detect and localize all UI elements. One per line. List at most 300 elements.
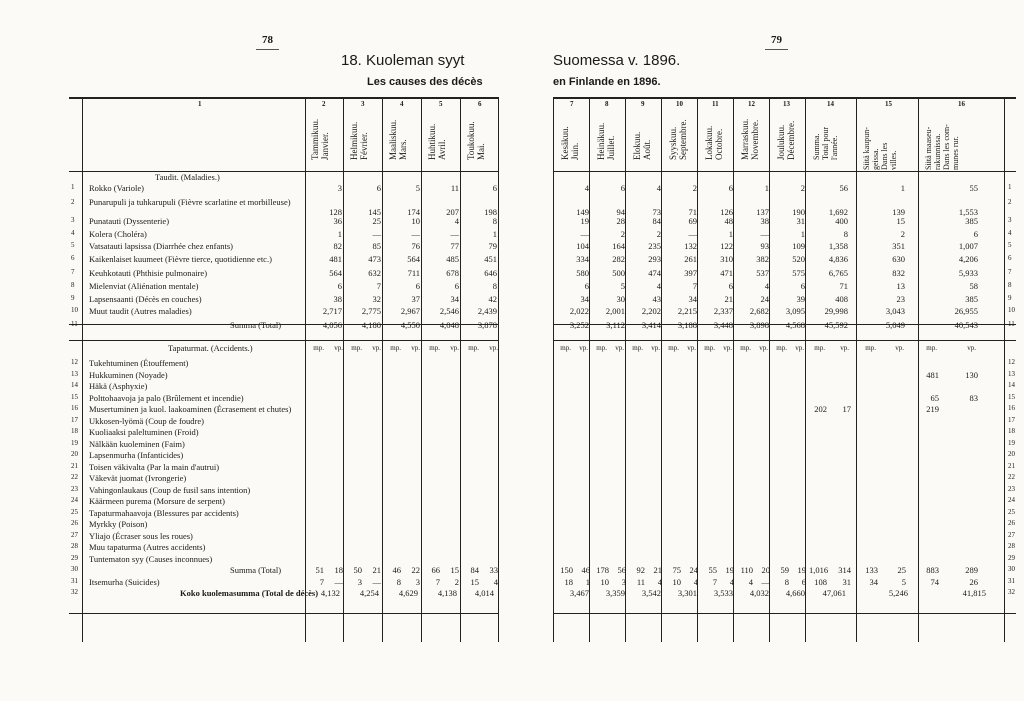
table-cell: 13 bbox=[896, 281, 905, 291]
header-july: Heinäkuu. Juillet. bbox=[596, 122, 616, 160]
table-cell: 8 bbox=[492, 216, 497, 226]
subheader-vp: vp. bbox=[489, 344, 498, 352]
table-cell: 646 bbox=[484, 268, 497, 278]
table-cell: 4 bbox=[656, 183, 661, 193]
table-cell: — bbox=[760, 229, 769, 239]
table-cell: 3,301 bbox=[677, 588, 697, 598]
subheader-vp: vp. bbox=[579, 344, 588, 352]
table-cell: 3,414 bbox=[641, 320, 661, 330]
row-number: 6 bbox=[71, 254, 75, 262]
table-cell: 40,543 bbox=[954, 320, 978, 330]
table-cell: 110 bbox=[740, 565, 753, 575]
header-total-year: Summa. Total pour l'année. bbox=[812, 127, 839, 160]
subheader-mp: mp. bbox=[596, 344, 607, 352]
table-cell: 4,550 bbox=[400, 320, 420, 330]
row-number-right: 16 bbox=[1008, 404, 1015, 412]
table-cell: 4 bbox=[748, 577, 753, 587]
table-cell: 2 bbox=[692, 183, 697, 193]
subheader-vp: vp. bbox=[450, 344, 459, 352]
table-cell: 24 bbox=[760, 294, 769, 304]
table-cell: 3 bbox=[337, 183, 342, 193]
table-cell: 34 bbox=[688, 294, 697, 304]
table-cell: 7 bbox=[319, 577, 324, 587]
col-number: 12 bbox=[748, 100, 755, 108]
table-cell: 537 bbox=[756, 268, 769, 278]
row-label: Musertuminen ja kuol. laakoaminen (Écrasement et chutes) bbox=[89, 404, 292, 414]
table-cell: 8 bbox=[396, 577, 401, 587]
row-number: 13 bbox=[71, 370, 78, 378]
table-cell: 6 bbox=[584, 281, 589, 291]
row-number: 24 bbox=[71, 496, 78, 504]
table-cell: 5,246 bbox=[888, 588, 908, 598]
table-cell: 15 bbox=[470, 577, 479, 587]
table-cell: 31 bbox=[796, 216, 805, 226]
row-number-right: 7 bbox=[1008, 268, 1012, 276]
table-cell: 22 bbox=[411, 565, 420, 575]
title-right: Suomessa v. 1896. bbox=[553, 52, 681, 69]
row-label: Lapsenmurha (Infanticides) bbox=[89, 450, 184, 460]
table-cell: 25 bbox=[372, 216, 381, 226]
row-number: 4 bbox=[71, 229, 75, 237]
col-number: 13 bbox=[783, 100, 790, 108]
row-label: Summa (Total) bbox=[230, 565, 282, 575]
table-cell: 6,765 bbox=[828, 268, 848, 278]
table-cell: 32 bbox=[372, 294, 381, 304]
row-number: 20 bbox=[71, 450, 78, 458]
table-cell: 74 bbox=[930, 577, 939, 587]
subheader-vp: vp. bbox=[372, 344, 381, 352]
header-may: Toukokuu. Mai. bbox=[466, 121, 486, 160]
table-cell: 17 bbox=[842, 404, 851, 414]
row-number: 9 bbox=[71, 294, 75, 302]
subheader-vp: vp. bbox=[615, 344, 624, 352]
row-label: Myrkky (Poison) bbox=[89, 519, 148, 529]
table-cell: 3,898 bbox=[749, 320, 769, 330]
col-rule bbox=[625, 97, 626, 642]
table-cell: 18 bbox=[564, 577, 573, 587]
table-cell: 3,252 bbox=[569, 320, 589, 330]
row-number-right: 13 bbox=[1008, 370, 1015, 378]
row-number-right: 14 bbox=[1008, 381, 1015, 389]
col-number: 6 bbox=[478, 100, 482, 108]
row-number: 5 bbox=[71, 241, 75, 249]
table-cell: 77 bbox=[450, 241, 459, 251]
table-cell: 473 bbox=[368, 254, 381, 264]
table-cell: 1 bbox=[728, 229, 733, 239]
table-cell: — bbox=[580, 229, 589, 239]
row-number-right: 11 bbox=[1008, 320, 1015, 328]
col-number: 14 bbox=[827, 100, 834, 108]
col-rule bbox=[421, 97, 422, 642]
table-cell: 76 bbox=[411, 241, 420, 251]
table-cell: 178 bbox=[596, 565, 609, 575]
table-rule-s2-left bbox=[69, 340, 498, 341]
col-rule bbox=[82, 97, 83, 642]
table-cell: 4 bbox=[493, 577, 498, 587]
table-cell: 400 bbox=[835, 216, 848, 226]
col-number: 1 bbox=[198, 100, 202, 108]
page-number-left: 78 bbox=[262, 34, 273, 46]
table-cell: 6 bbox=[973, 229, 978, 239]
table-cell: 2,001 bbox=[605, 306, 625, 316]
row-number-right: 1 bbox=[1008, 183, 1012, 191]
table-cell: 289 bbox=[965, 565, 978, 575]
row-number: 30 bbox=[71, 565, 78, 573]
table-cell: 34 bbox=[580, 294, 589, 304]
table-cell: 471 bbox=[720, 268, 733, 278]
table-cell: 36 bbox=[333, 216, 342, 226]
subheader-vp: vp. bbox=[411, 344, 420, 352]
table-cell: 92 bbox=[636, 565, 645, 575]
section-heading-accidents: Tapaturmat. (Accidents.) bbox=[168, 343, 253, 353]
table-cell: 2,337 bbox=[713, 306, 733, 316]
table-cell: 7 bbox=[692, 281, 697, 291]
table-cell: 21 bbox=[372, 565, 381, 575]
table-cell: 5 bbox=[620, 281, 625, 291]
row-number-right: 21 bbox=[1008, 462, 1015, 470]
table-cell: 139 bbox=[892, 207, 905, 217]
table-cell: 4 bbox=[454, 216, 459, 226]
table-cell: 83 bbox=[969, 393, 978, 403]
row-label: Vahingonlaukaus (Coup de fusil sans intention) bbox=[89, 485, 251, 495]
row-label: Yliajo (Écraser sous les roues) bbox=[89, 531, 193, 541]
subheader-vp: vp. bbox=[723, 344, 732, 352]
row-number: 3 bbox=[71, 216, 75, 224]
row-number-right: 17 bbox=[1008, 416, 1015, 424]
subheader-mp: mp. bbox=[351, 344, 362, 352]
table-cell: 678 bbox=[446, 268, 459, 278]
table-cell: 3,448 bbox=[713, 320, 733, 330]
table-cell: 71 bbox=[839, 281, 848, 291]
table-cell: 3,359 bbox=[605, 588, 625, 598]
col-rule bbox=[697, 97, 698, 642]
row-label: Kolera (Choléra) bbox=[89, 229, 147, 239]
row-number: 28 bbox=[71, 542, 78, 550]
header-in-towns: Siitä kaupun- geissa. Dans les villes. bbox=[862, 127, 898, 170]
table-cell: 3,467 bbox=[569, 588, 589, 598]
table-cell: 2,682 bbox=[749, 306, 769, 316]
col-number: 11 bbox=[712, 100, 719, 108]
table-rule-bottom-right bbox=[553, 613, 1016, 614]
table-cell: 408 bbox=[835, 294, 848, 304]
table-cell: 2,215 bbox=[677, 306, 697, 316]
row-label: Summa (Total) bbox=[230, 320, 282, 330]
row-number: 11 bbox=[71, 320, 78, 328]
header-february: Helmikuu. Février. bbox=[349, 121, 369, 160]
col-rule bbox=[553, 97, 554, 642]
row-number: 2 bbox=[71, 198, 75, 206]
table-cell: 39 bbox=[796, 294, 805, 304]
table-cell: 55 bbox=[708, 565, 717, 575]
table-cell: 5 bbox=[901, 577, 906, 587]
row-number-right: 20 bbox=[1008, 450, 1015, 458]
table-cell: 19 bbox=[580, 216, 589, 226]
row-number: 26 bbox=[71, 519, 78, 527]
row-label: Rokko (Variole) bbox=[89, 183, 145, 193]
row-number: 22 bbox=[71, 473, 78, 481]
table-cell: 564 bbox=[329, 268, 342, 278]
table-cell: 2 bbox=[800, 183, 805, 193]
table-cell: 1 bbox=[800, 229, 805, 239]
row-label: Muu tapaturma (Autres accidents) bbox=[89, 542, 206, 552]
table-cell: 1,553 bbox=[958, 207, 978, 217]
title-left: 18. Kuoleman syyt bbox=[341, 52, 465, 69]
table-cell: 56 bbox=[617, 565, 626, 575]
table-cell: 2,022 bbox=[569, 306, 589, 316]
section-heading-diseases: Taudit. (Maladies.) bbox=[155, 172, 220, 182]
row-label: Kuoliaaksi paleltuminen (Froid) bbox=[89, 427, 199, 437]
table-cell: 4,048 bbox=[439, 320, 459, 330]
table-cell: 7 bbox=[376, 281, 381, 291]
table-cell: 4 bbox=[656, 281, 661, 291]
table-cell: 481 bbox=[329, 254, 342, 264]
row-number-right: 15 bbox=[1008, 393, 1015, 401]
subtitle-left: Les causes des décès bbox=[367, 76, 483, 88]
row-number: 18 bbox=[71, 427, 78, 435]
table-rule-s2-right bbox=[553, 340, 1016, 341]
table-cell: 137 bbox=[756, 207, 769, 217]
subheader-mp: mp. bbox=[704, 344, 715, 352]
col-number: 15 bbox=[885, 100, 892, 108]
row-label: Häkä (Asphyxie) bbox=[89, 381, 148, 391]
table-cell: — bbox=[372, 229, 381, 239]
table-cell: 485 bbox=[446, 254, 459, 264]
table-cell: 2,202 bbox=[641, 306, 661, 316]
table-rule-head-left bbox=[69, 171, 498, 172]
table-cell: 580 bbox=[576, 268, 589, 278]
table-cell: 1,692 bbox=[828, 207, 848, 217]
table-cell: 293 bbox=[648, 254, 661, 264]
row-label: Tukehtuminen (Étouffement) bbox=[89, 358, 189, 368]
table-cell: 1 bbox=[585, 577, 590, 587]
table-cell: 50 bbox=[353, 565, 362, 575]
table-cell: 3,043 bbox=[885, 306, 905, 316]
table-cell: 4 bbox=[657, 577, 662, 587]
row-label: Keuhkotauti (Phthisie pulmonaire) bbox=[89, 268, 208, 278]
row-number: 12 bbox=[71, 358, 78, 366]
table-cell: 235 bbox=[648, 241, 661, 251]
row-number: 7 bbox=[71, 268, 75, 276]
row-number-right: 27 bbox=[1008, 531, 1015, 539]
subheader-mp: mp. bbox=[740, 344, 751, 352]
table-cell: 26,955 bbox=[954, 306, 978, 316]
table-cell: — bbox=[761, 577, 770, 587]
table-cell: 632 bbox=[368, 268, 381, 278]
table-cell: 10 bbox=[600, 577, 609, 587]
table-cell: 1,007 bbox=[958, 241, 978, 251]
row-number: 15 bbox=[71, 393, 78, 401]
col-rule bbox=[498, 97, 499, 642]
table-rule-head-right bbox=[553, 171, 1016, 172]
row-number-right: 28 bbox=[1008, 542, 1015, 550]
table-cell: 8 bbox=[843, 229, 848, 239]
table-cell: 31 bbox=[842, 577, 851, 587]
table-cell: 351 bbox=[892, 241, 905, 251]
table-cell: 59 bbox=[780, 565, 789, 575]
row-number-right: 29 bbox=[1008, 554, 1015, 562]
table-cell: 261 bbox=[684, 254, 697, 264]
table-cell: 69 bbox=[688, 216, 697, 226]
table-cell: 11 bbox=[636, 577, 645, 587]
row-number-right: 8 bbox=[1008, 281, 1012, 289]
col-number: 16 bbox=[958, 100, 965, 108]
row-number: 27 bbox=[71, 531, 78, 539]
table-cell: 520 bbox=[792, 254, 805, 264]
col-rule bbox=[733, 97, 734, 642]
row-number: 32 bbox=[71, 588, 78, 596]
table-cell: 45,592 bbox=[824, 320, 848, 330]
table-cell: 3 bbox=[621, 577, 626, 587]
table-cell: 481 bbox=[926, 370, 939, 380]
table-cell: 1 bbox=[900, 183, 905, 193]
table-cell: 4,206 bbox=[958, 254, 978, 264]
row-number: 8 bbox=[71, 281, 75, 289]
table-cell: — bbox=[334, 577, 343, 587]
table-cell: 500 bbox=[612, 268, 625, 278]
table-cell: 6 bbox=[415, 281, 420, 291]
table-cell: 150 bbox=[560, 565, 573, 575]
table-cell: 314 bbox=[838, 565, 851, 575]
table-cell: 219 bbox=[926, 404, 939, 414]
table-cell: 84 bbox=[470, 565, 479, 575]
table-cell: 1,016 bbox=[809, 565, 829, 575]
row-number: 29 bbox=[71, 554, 78, 562]
row-number-right: 2 bbox=[1008, 198, 1012, 206]
table-cell: 24 bbox=[689, 565, 698, 575]
row-label: Hukkuminen (Noyade) bbox=[89, 370, 168, 380]
table-cell: 164 bbox=[612, 241, 625, 251]
header-march: Maaliskuu. Mars. bbox=[388, 119, 408, 160]
row-number: 23 bbox=[71, 485, 78, 493]
table-cell: 190 bbox=[792, 207, 805, 217]
table-cell: 133 bbox=[865, 565, 878, 575]
header-january: Tammikuu. Janvier. bbox=[310, 118, 330, 160]
row-number-right: 5 bbox=[1008, 241, 1012, 249]
table-cell: 23 bbox=[896, 294, 905, 304]
row-number-right: 23 bbox=[1008, 485, 1015, 493]
row-label: Mielenviat (Aliénation mentale) bbox=[89, 281, 199, 291]
table-cell: 93 bbox=[760, 241, 769, 251]
table-cell: 3,112 bbox=[606, 320, 625, 330]
table-cell: 149 bbox=[576, 207, 589, 217]
table-cell: 20 bbox=[761, 565, 770, 575]
table-cell: 711 bbox=[407, 268, 420, 278]
table-cell: 122 bbox=[720, 241, 733, 251]
header-december: Joulukuu. Décembre. bbox=[776, 120, 796, 160]
row-label: Ukkosen-lyömä (Coup de foudre) bbox=[89, 416, 204, 426]
table-cell: 126 bbox=[720, 207, 733, 217]
subheader-mp: mp. bbox=[429, 344, 440, 352]
row-label: Itsemurha (Suicides) bbox=[89, 577, 160, 587]
row-number: 21 bbox=[71, 462, 78, 470]
row-label: Toisen väkivalta (Par la main d'autrui) bbox=[89, 462, 220, 472]
table-cell: 94 bbox=[616, 207, 625, 217]
table-cell: — bbox=[688, 229, 697, 239]
table-cell: 66 bbox=[431, 565, 440, 575]
table-cell: 79 bbox=[488, 241, 497, 251]
table-cell: 33 bbox=[489, 565, 498, 575]
subheader-mp: mp. bbox=[313, 344, 324, 352]
table-rule-top-right bbox=[553, 97, 1016, 99]
subheader-vp: vp. bbox=[334, 344, 343, 352]
table-cell: 28 bbox=[616, 216, 625, 226]
row-number: 19 bbox=[71, 439, 78, 447]
header-rural: Siitä maaseu- rakunnissa. Dans les com- munes rur. bbox=[924, 124, 960, 170]
table-cell: 145 bbox=[368, 207, 381, 217]
table-cell: 3,095 bbox=[785, 306, 805, 316]
row-number: 10 bbox=[71, 306, 78, 314]
header-april: Huhtikuu. Avril. bbox=[427, 123, 447, 160]
table-cell: 42 bbox=[488, 294, 497, 304]
col-number: 7 bbox=[570, 100, 574, 108]
subheader-mp: mp. bbox=[560, 344, 571, 352]
table-cell: 4,132 bbox=[320, 588, 340, 598]
subheader-vp: vp. bbox=[840, 344, 849, 352]
table-cell: 25 bbox=[897, 565, 906, 575]
table-cell: 4,836 bbox=[828, 254, 848, 264]
table-cell: 4 bbox=[729, 577, 734, 587]
table-cell: 5,933 bbox=[958, 268, 978, 278]
subheader-mp: mp. bbox=[926, 344, 937, 352]
subheader-mp: mp. bbox=[865, 344, 876, 352]
table-cell: 18 bbox=[334, 565, 343, 575]
table-cell: 15 bbox=[450, 565, 459, 575]
table-cell: 48 bbox=[724, 216, 733, 226]
row-number-right: 10 bbox=[1008, 306, 1015, 314]
col-number: 4 bbox=[400, 100, 404, 108]
table-cell: 3 bbox=[357, 577, 362, 587]
subheader-mp: mp. bbox=[468, 344, 479, 352]
table-cell: 84 bbox=[652, 216, 661, 226]
table-cell: 15 bbox=[896, 216, 905, 226]
row-number-right: 18 bbox=[1008, 427, 1015, 435]
table-cell: 207 bbox=[446, 207, 459, 217]
row-number: 17 bbox=[71, 416, 78, 424]
table-cell: 3,542 bbox=[641, 588, 661, 598]
row-number-right: 12 bbox=[1008, 358, 1015, 366]
subtitle-right: en Finlande en 1896. bbox=[553, 76, 661, 88]
row-label: Tuntematon syy (Causes inconnues) bbox=[89, 554, 213, 564]
table-cell: 2 bbox=[454, 577, 459, 587]
table-cell: 4,660 bbox=[785, 588, 805, 598]
table-cell: 2,546 bbox=[439, 306, 459, 316]
subheader-mp: mp. bbox=[390, 344, 401, 352]
table-cell: 6 bbox=[454, 281, 459, 291]
row-number-right: 22 bbox=[1008, 473, 1015, 481]
subheader-mp: mp. bbox=[632, 344, 643, 352]
subheader-vp: vp. bbox=[759, 344, 768, 352]
col-rule bbox=[769, 97, 770, 642]
row-label: Punatauti (Dyssenterie) bbox=[89, 216, 170, 226]
table-cell: — bbox=[411, 229, 420, 239]
row-number: 16 bbox=[71, 404, 78, 412]
col-rule bbox=[460, 97, 461, 642]
table-cell: 11 bbox=[450, 183, 459, 193]
table-cell: — bbox=[450, 229, 459, 239]
table-cell: 174 bbox=[407, 207, 420, 217]
subheader-vp: vp. bbox=[795, 344, 804, 352]
table-cell: 2 bbox=[656, 229, 661, 239]
table-cell: 6 bbox=[337, 281, 342, 291]
table-cell: 6 bbox=[801, 577, 806, 587]
table-cell: 10 bbox=[411, 216, 420, 226]
table-cell: 55 bbox=[969, 183, 978, 193]
table-cell: 202 bbox=[814, 404, 827, 414]
col-rule bbox=[343, 97, 344, 642]
row-number: 1 bbox=[71, 183, 75, 191]
table-cell: 4,014 bbox=[474, 588, 494, 598]
table-cell: 5,049 bbox=[885, 320, 905, 330]
